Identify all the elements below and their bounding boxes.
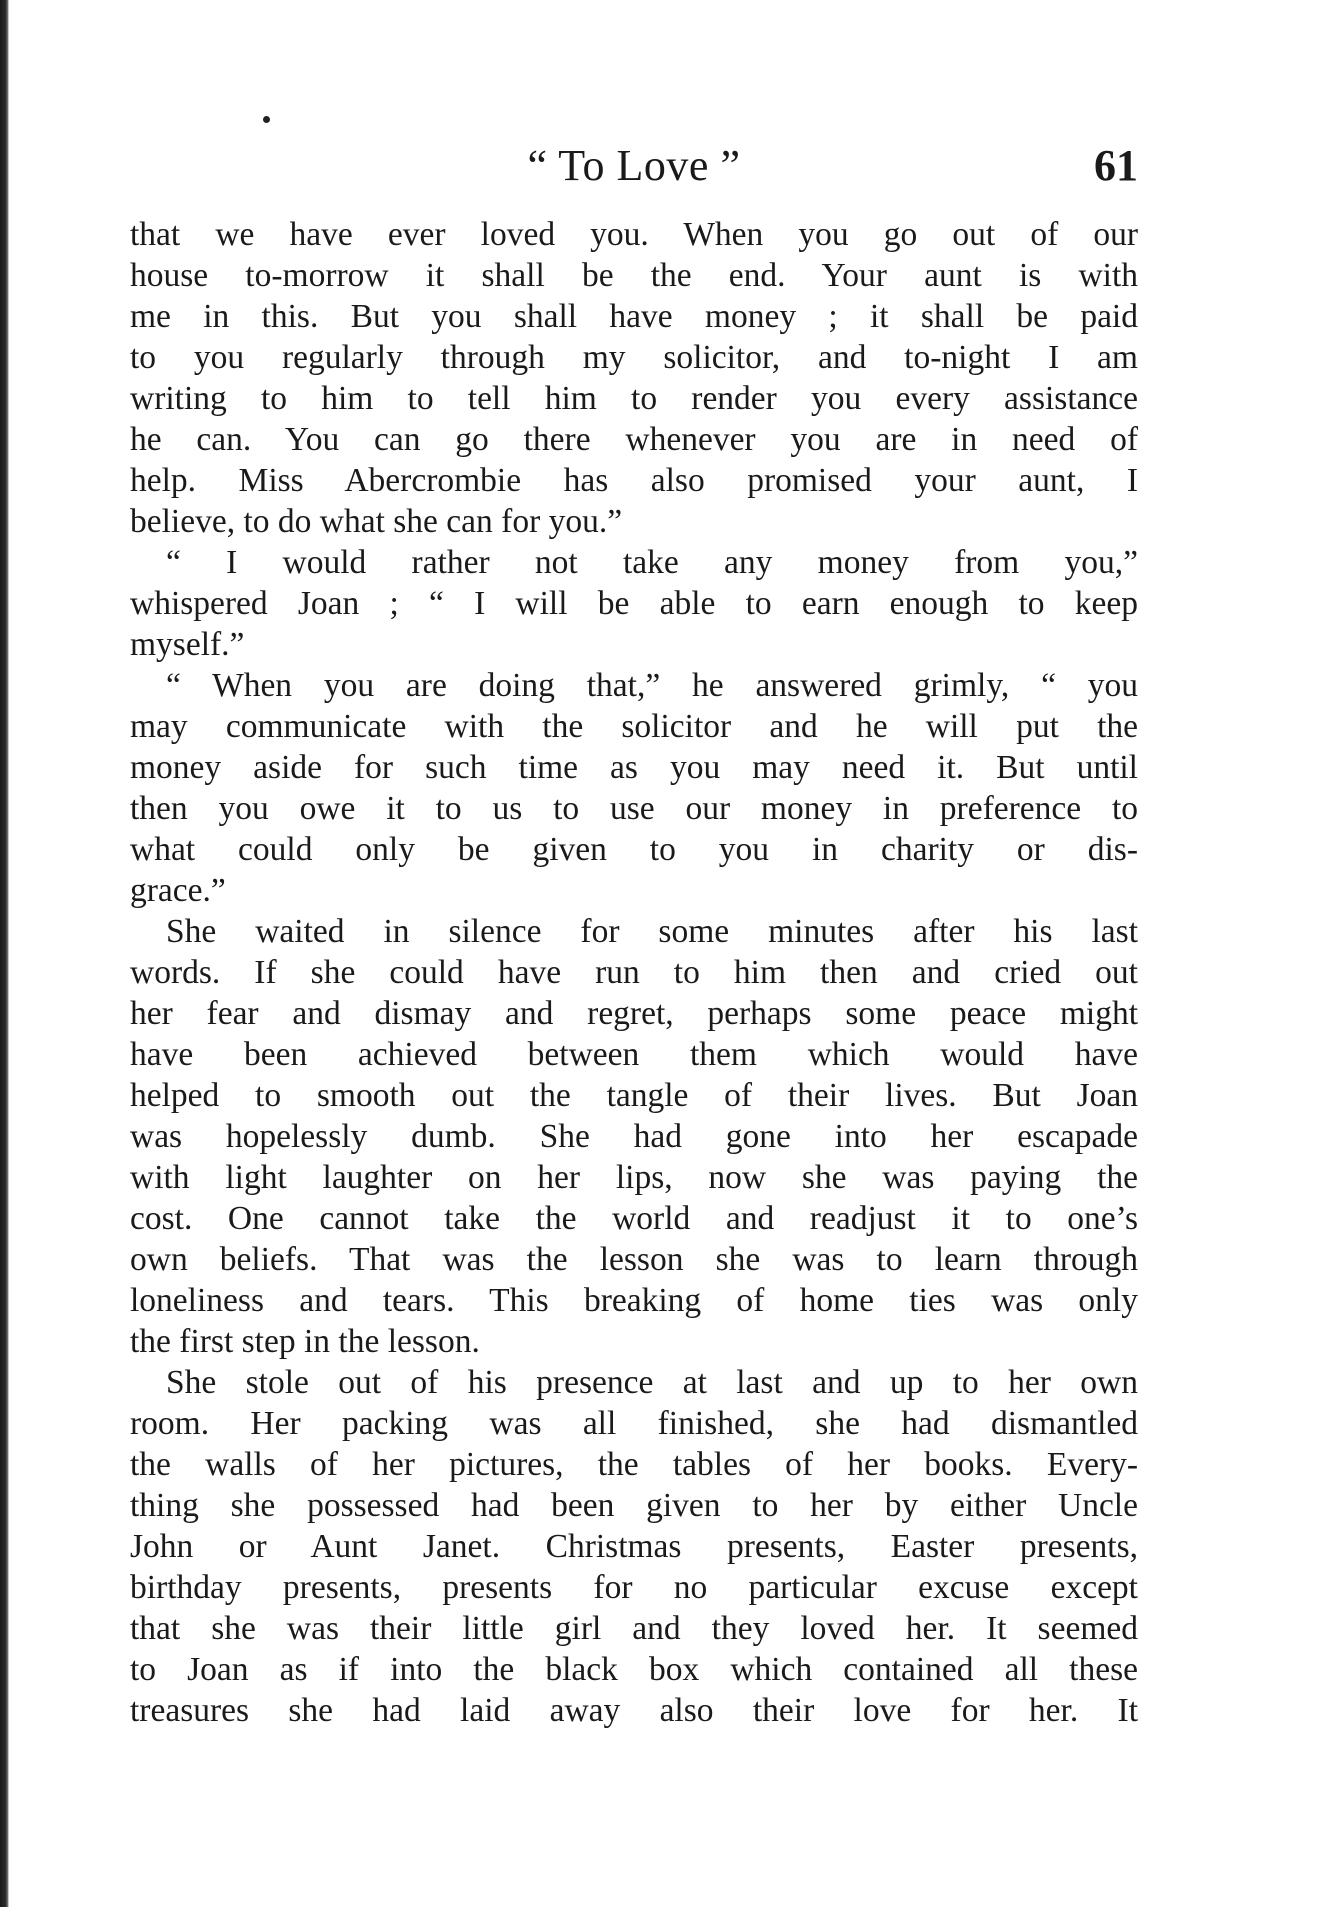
text-line: house to-morrow it shall be the end. Your aunt is with: [130, 257, 1138, 294]
text-line: that we have ever loved you. When you go out of our: [130, 216, 1138, 253]
text-line: writing to him to tell him to render you every assistance: [130, 380, 1138, 417]
text-line: to you regularly through my solicitor, and to-night I am: [130, 339, 1138, 376]
text-line: money aside for such time as you may need it. But until: [130, 749, 1138, 786]
ink-speck: [263, 116, 270, 123]
text-line: treasures she had laid away also their love for her. It: [130, 1692, 1138, 1729]
text-line: helped to smooth out the tangle of their lives. But Joan: [130, 1077, 1138, 1114]
text-line: She waited in silence for some minutes after his last: [166, 913, 1138, 950]
text-line: may communicate with the solicitor and he will put the: [130, 708, 1138, 745]
text-line: to Joan as if into the black box which contained all these: [130, 1651, 1138, 1688]
text-line: own beliefs. That was the lesson she was to learn through: [130, 1241, 1138, 1278]
text-line: the walls of her pictures, the tables of her books. Every-: [130, 1446, 1138, 1483]
page-binding-edge: [0, 0, 9, 1907]
text-line: cost. One cannot take the world and readjust it to one’s: [130, 1200, 1138, 1237]
text-line: believe, to do what she can for you.”: [130, 503, 623, 540]
text-line: “ When you are doing that,” he answered grimly, “ you: [166, 667, 1138, 704]
text-line: whispered Joan ; “ I will be able to earn enough to keep: [130, 585, 1138, 622]
body-text: [130, 214, 1138, 1731]
text-line: myself.”: [130, 626, 245, 663]
text-line: her fear and dismay and regret, perhaps some peace might: [130, 995, 1138, 1032]
text-line: birthday presents, presents for no particular excuse except: [130, 1569, 1138, 1606]
text-line: that she was their little girl and they loved her. It seemed: [130, 1610, 1138, 1647]
page-header: [130, 136, 1138, 196]
text-line: help. Miss Abercrombie has also promised your aunt, I: [130, 462, 1138, 499]
text-line: the first step in the lesson.: [130, 1323, 480, 1360]
text-line: have been achieved between them which would have: [130, 1036, 1138, 1073]
text-line: loneliness and tears. This breaking of home ties was only: [130, 1282, 1138, 1319]
running-title: “ To Love ”: [527, 141, 741, 190]
text-line: “ I would rather not take any money from you,”: [166, 544, 1138, 581]
text-line: what could only be given to you in charity or dis-: [130, 831, 1138, 868]
text-line: then you owe it to us to use our money in preference to: [130, 790, 1138, 827]
text-line: he can. You can go there whenever you are in need of: [130, 421, 1138, 458]
text-line: words. If she could have run to him then and cried out: [130, 954, 1138, 991]
text-line: thing she possessed had been given to her by either Uncle: [130, 1487, 1138, 1524]
text-line: was hopelessly dumb. She had gone into her escapade: [130, 1118, 1138, 1155]
text-line: with light laughter on her lips, now she was paying the: [130, 1159, 1138, 1196]
text-line: me in this. But you shall have money ; it shall be paid: [130, 298, 1138, 335]
text-line: grace.”: [130, 872, 226, 909]
text-line: She stole out of his presence at last and up to her own: [166, 1364, 1138, 1401]
page-number: 61: [1094, 141, 1138, 190]
text-line: John or Aunt Janet. Christmas presents, Easter presents,: [130, 1528, 1138, 1565]
text-line: room. Her packing was all finished, she had dismantled: [130, 1405, 1138, 1442]
